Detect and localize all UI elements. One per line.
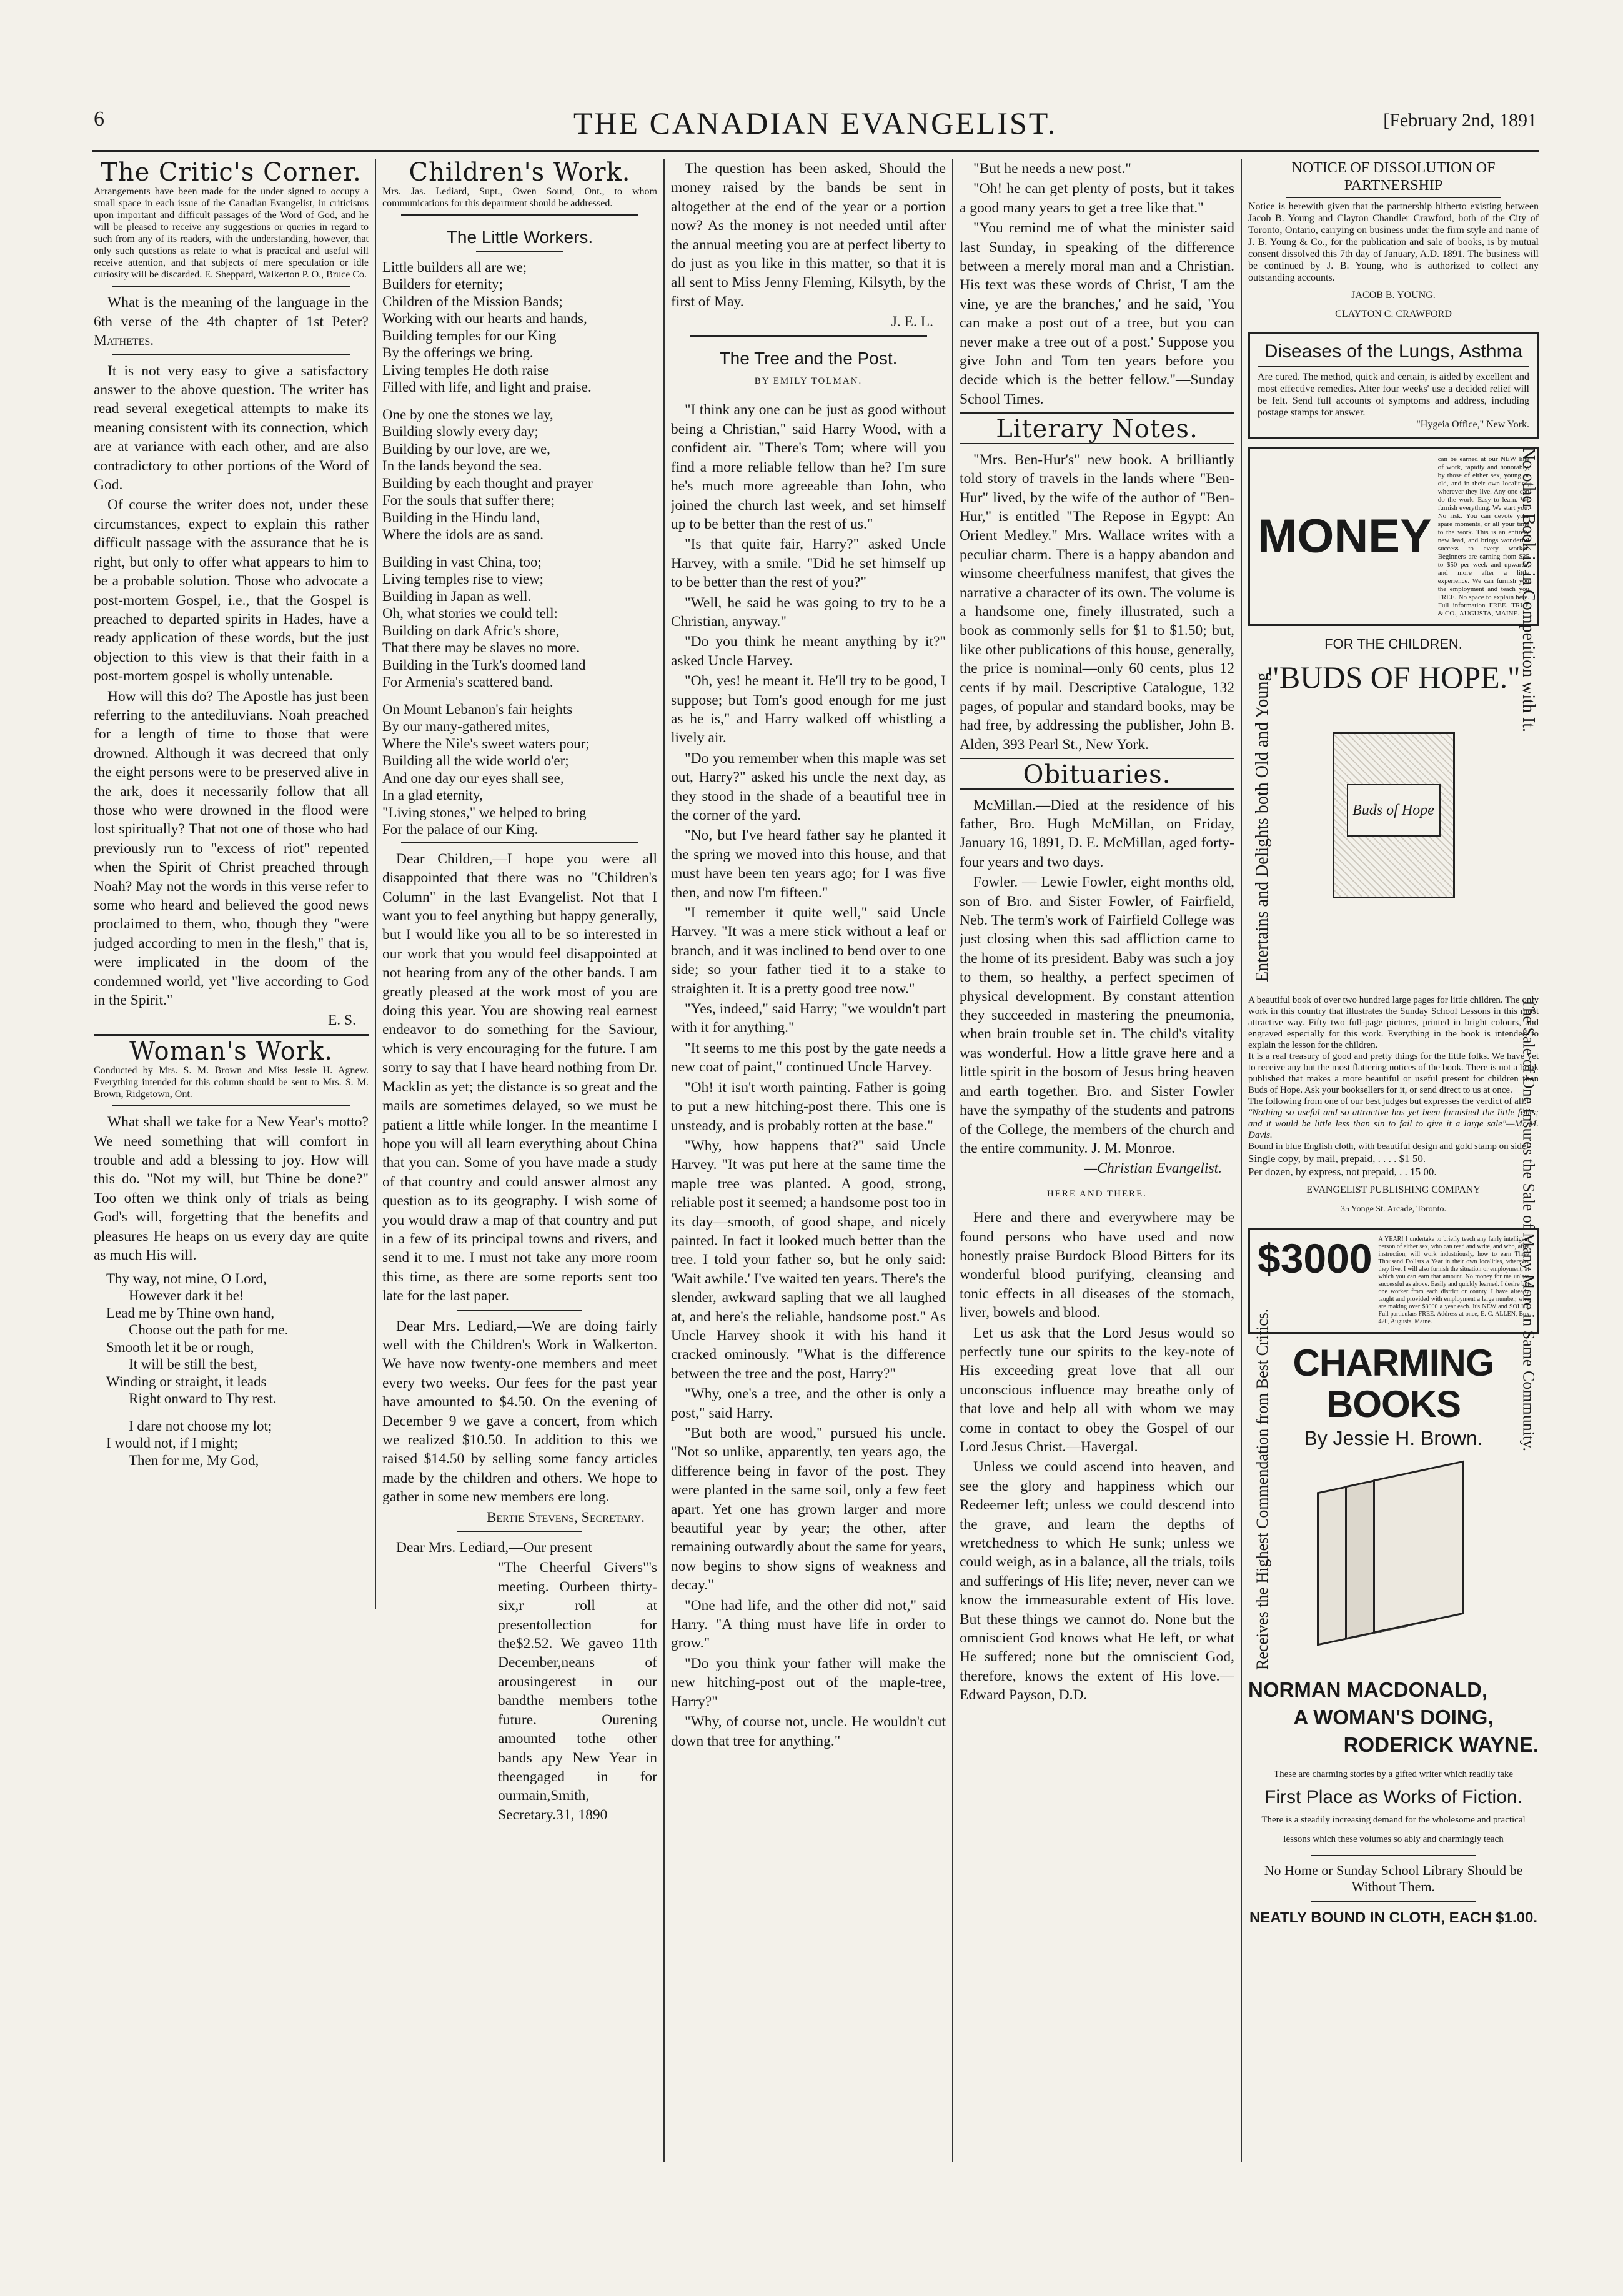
buds-publisher: EVANGELIST PUBLISHING COMPANY (1306, 1185, 1481, 1196)
buds-text-1: A beautiful book of over two hundred large pages for little children. The only work in this country that illustrates the Sunday School Lessons in this most attractive way. Fifty two full-page pictures, printed in bright colours, and engraved especially for this work. Everything in the book is intended to explain the lesson for the children. (1248, 995, 1539, 1051)
poem-line: ollection for the (498, 1616, 657, 1652)
poem-line: 31, 1890 (556, 1806, 608, 1823)
issue-date: [February 2nd, 1891 (1383, 110, 1537, 131)
poem-line: Little builders all are we; (382, 259, 527, 275)
page-header (94, 107, 1537, 145)
poem-line: o 11th December, (498, 1636, 657, 1671)
column-5-ads (1248, 159, 1539, 2162)
column-rule (375, 159, 376, 1609)
three-thousand-ad (1248, 1228, 1539, 1334)
poem-line: I would not, if I might; (106, 1435, 238, 1451)
poem-line: Working with our hearts and hands, (382, 311, 587, 327)
poem-line: Building in Japan as well. (382, 588, 532, 604)
story-continued (960, 159, 1234, 409)
paragraph: "Is that quite fair, Harry?" asked Uncle Harvey, with a smile. "Did he set himself up to be better than the rest of you?" (671, 536, 946, 591)
poem-line: By the offerings we bring. (382, 345, 534, 361)
paragraph: "Do you think your father will make the new hitching-post out of the maple-tree, Harry?" (671, 1655, 946, 1710)
charming-text-4: No Home or Sunday School Library Should be Without Them. (1264, 1862, 1523, 1895)
paragraph: "One had life, and the other did not," said Harry. "A thing must have life in order to grow." (671, 1597, 946, 1652)
story-body (671, 400, 946, 1750)
masthead: THE CANADIAN EVANGELIST. (573, 106, 1058, 141)
charming-author: By Jessie H. Brown. (1304, 1427, 1483, 1450)
buds-text-3: The following from one of our best judges but expresses the verdict of all: (1248, 1096, 1527, 1107)
story-title: The Tree and the Post. (719, 348, 898, 368)
column-4 (960, 159, 1234, 2162)
charming-text-1: These are charming stories by a gifted writer which readily take (1273, 1769, 1514, 1780)
lungs-ad-address: "Hygeia Office," New York. (1416, 419, 1529, 430)
poem-line: Winding or straight, it leads (106, 1373, 267, 1389)
buds-price-dozen: Per dozen, by express, not prepaid, . . 15 00. (1248, 1166, 1437, 1178)
stanza-break (382, 544, 657, 554)
divider (401, 214, 638, 216)
divider (1286, 197, 1501, 198)
dissolution-notice (1248, 159, 1539, 324)
woman-notice: Conducted by Mrs. S. M. Brown and Miss Jessie H. Agnew. Everything intended for this column should be sent to Mrs. S. M. Brown, Ridgetown, Ont. (94, 1065, 369, 1100)
column-1 (94, 159, 369, 1609)
poem-line: $2.52. We gave (515, 1636, 616, 1652)
poem-line: Thy way, not mine, O Lord, (106, 1270, 267, 1286)
children-notice: Mrs. Jas. Lediard, Supt., Owen Sound, Ont., to whom communications for this department should be addressed. (382, 186, 657, 209)
divider (112, 1105, 350, 1106)
poem-line: Builders for eternity; (382, 276, 503, 292)
here-there-body (960, 1208, 1234, 1705)
column-2 (382, 159, 657, 2162)
letter-walkerton: Dear Mrs. Lediard,—We are doing fairly well with the Children's Work in Walkerton. We have now twenty-one members and meet every two weeks. Our fees for the past year have amounted to $4.50. On the evening of December 9 we gave a concert, from which we realized $10.50. In addition to this we raised $14.50 by selling some fancy articles made by the children and others. We hope to gather in some new members ere long. (382, 1318, 657, 1506)
paragraph: "Well, he said he was going to try to be a Christian, anyway." (671, 594, 946, 630)
critic-notice: Arrangements have been made for the under signed to occupy a small space in each issue of the Canadian Evangelist, in criticisms upon important and difficult passages of the Word of God, and he will be pleased to receive any suggestions or queries in regard to such from any of its readers, with the understanding, however, that only such questions as relate to what is practical and useful will receive attention, and that subjects of mere speculation or idle curiosity will be discarded. E. Sheppard, Walkerton P. O., Bruce Co. (94, 186, 369, 281)
charming-text-3: There is a steadily increasing demand for the wholesome and practical lessons which these volumes so ably and charmingly teach (1261, 1815, 1526, 1844)
poem-line: py New Year in the (498, 1749, 657, 1785)
woman-poem (94, 1270, 369, 1469)
buds-label: FOR THE CHILDREN. (1324, 635, 1462, 652)
poem-line: Building all the wide world o'er; (382, 753, 569, 769)
critic-signature: E. S. (327, 1012, 356, 1029)
little-workers-poem (382, 259, 657, 838)
divider (1311, 1901, 1476, 1902)
buds-text-5: Bound in blue English cloth, with beautiful design and gold stamp on side. (1248, 1141, 1529, 1152)
poem-line: Living temples He doth raise (382, 362, 549, 378)
page-number: 6 (94, 107, 104, 131)
stanza-break (382, 691, 657, 701)
paragraph: "Do you remember when this maple was set out, Harry?" asked his uncle the next day, as they stood in the shade of a beautiful tree in the corner of the yard. (671, 750, 946, 823)
poem-line: "Living stones," we helped to bring (382, 804, 587, 820)
buds-side-left: Entertains and Delights both Old and Young (1253, 672, 1272, 983)
charming-side-right: The Sale of One Insures the Sale of Many More in Same Community. (1519, 998, 1537, 1452)
obituary-source: —Christian Evangelist. (1084, 1160, 1222, 1177)
paragraph: "I remember it quite well," said Uncle Harvey. "It was a mere stick without a leaf or branch, and it was inclined to bend over to one side; so your father tied it to a stake to straighten it. It is a pretty good tree now." (671, 905, 946, 997)
poem-line: Children of the Mission Bands; (382, 293, 563, 309)
literary-note: "Mrs. Ben-Hur's" new book. A brilliantly told story of travels in the lands where "Ben-Hur" lived, by the wife of the author of "Ben-Hur," is entitled "The Repose in Egypt: An Orient Medley." Mrs. Wallace writes with a peculiar charm. There is a happy abandon and winsome cheerfulness manifest, that gives the narrative a character of its own. The volume is a handsome one, finely illustrated, such a book as commonly sells for $1 to $1.50; but, like other publications of this house, generally, the price is nominal—only 60 cents, plus 12 cents if by mail. Descriptive Catalogue, 132 pages, of popular and standard books, may be had free, by addressing the publisher, John B. Alden, 393 Pearl St., New York. (960, 451, 1234, 753)
poem-line: For Armenia's scattered band. (382, 674, 553, 690)
buds-title: "BUDS OF HOPE." (1266, 660, 1521, 695)
divider (1311, 1855, 1476, 1856)
divider (960, 758, 1234, 759)
poem-line: the future. Our (498, 1692, 657, 1728)
book-title: A WOMAN'S DOING, (1293, 1706, 1494, 1729)
column-3 (671, 159, 946, 2162)
here-there-title: HERE AND THERE. (1046, 1188, 1148, 1199)
paragraph: "Why, of course not, uncle. He wouldn't cut down that tree for anything." (671, 1714, 946, 1749)
paragraph: "It seems to me this post by the gate needs a new coat of paint," continued Uncle Harvey. (671, 1040, 946, 1076)
divider (112, 286, 350, 287)
dissolution-sig-young: JACOB B. YOUNG. (1351, 290, 1436, 301)
paragraph: "You remind me of what the minister said last Sunday, in speaking of the difference between a merely moral man and a Christian. His text was these words of Christ, 'I am the vine, ye are the branches,' and he said, 'You can make a post out of a tree, but you can never make a tree out of a post.' Suppose you give John and Tom ten years before you decide which is the better fellow."—Sunday School Times. (960, 220, 1234, 407)
poem-line: main, (517, 1787, 551, 1804)
letter-walkerton-signature: Bertie Stevens, Secretary. (486, 1509, 645, 1526)
critic-question: What is the meaning of the language in the 6th verse of the 4th chapter of 1st Peter? Mathetes. (94, 294, 369, 349)
poem-line: Living temples rise to view; (382, 571, 544, 587)
poem-line: In the lands beyond the sea. (382, 458, 542, 474)
divider (476, 251, 563, 252)
poem-line: 's meeting. Our (498, 1559, 657, 1595)
poem-line: Smith, Secretary. (498, 1787, 590, 1823)
letter-children: Dear Children,—I hope you were all disappointed that there was no "Children's Column" in the last Evangelist. Not that I want you to feel anything but happy generally, but I would like you all to be so interested in our work that you would feel disappointed at not hearing from any of the other bands. I am greatly pleased at the work most of you are doing this year. You are showing real earnest endeavor to do something for the Saviour, which is very encouraging for the future. I am sorry to say that I have heard nothing from Dr. Macklin as yet; the distance is so great and the mails are sometimes delayed, so we must be patient a little while longer. In the meantime I hope you will all learn everything about China that you can. Some of you have made a study of that country and could answer almost any question as to its geography. I wish some of you would draw a map of that country and put in a few of its principal towns and rivers, and send it to me. I must not take any more room this time, as there are some reports sent too late for the last paper. (382, 850, 657, 1305)
poem-line: Smooth let it be or rough, (106, 1339, 254, 1355)
poem-line: Right onward to Thy rest. (129, 1391, 277, 1406)
book-title: RODERICK WAYNE. (1343, 1733, 1539, 1757)
paragraph: "I think any one can be just as good without being a Christian," said Harry Wood, with a confident air. "There's Tom; where will you find a more reliable fellow than he? I'm sure he's much more agreeable than John, who joined the church last week, and set himself up to be better than the rest of us." (671, 402, 946, 532)
three-thousand-amount: $3000 (1258, 1235, 1372, 1282)
story-byline: BY EMILY TOLMAN. (754, 376, 863, 387)
lungs-ad-title: Diseases of the Lungs, Asthma (1258, 340, 1529, 367)
poem-line: Building in vast China, too; (382, 554, 542, 570)
critic-heading: The Critic's Corner. (101, 159, 362, 187)
poem-line: Building slowly every day; (382, 424, 539, 440)
paragraph: "Oh! it isn't worth painting. Father is going to put a new hitching-post there. This one is unsteady, and is probably rotten at the base." (671, 1079, 946, 1134)
three-thousand-text: A YEAR! I undertake to briefly teach any fairly intelligent person of either sex, who can read and write, and who, after instruction, will work industriously, how to earn Three Thousand Dollars a Year in their own localities, wherever they live. I will also furnish the situation or employment, at which you can earn that amount. No money for me unless successful as above. Easily and quickly learned. I desire but one worker from each district or county. I have already taught and provided with employment a large number, who are making over $3000 a year each. It's NEW and SOLID. Full particulars FREE. Address at once, E. C. ALLEN, Box 420, Augusta, Maine. (1378, 1236, 1529, 1326)
poem-line: I dare not choose my lot; (129, 1418, 272, 1434)
divider (94, 1034, 369, 1036)
column-rule (952, 159, 953, 2162)
dissolution-sig-crawford: CLAYTON C. CRAWFORD (1335, 309, 1452, 320)
dissolution-title: NOTICE OF DISSOLUTION OF PARTNERSHIP (1291, 160, 1496, 194)
poem-line: Building in the Turk's doomed land (382, 657, 586, 673)
poem-line: Where the idols are as sand. (382, 527, 544, 543)
poem-line: Oh, what stories we could tell: (382, 605, 558, 622)
charming-book-titles (1248, 1676, 1539, 1759)
poem-line: For the palace of our King. (382, 822, 539, 838)
letter-cheerful-givers (382, 1558, 657, 1824)
poem-line: Lead me by Thine own hand, (106, 1305, 275, 1321)
divider (401, 842, 638, 843)
bands-money-note: The question has been asked, Should the money raised by the bands be sent in altogether at the end of the year or a portion now? As the money is not needed until after the annual meeting you are at perfect liberty to do just as you like in this matter, so that it is all sent to Miss Jenny Fleming, Kilsyth, by the first of May. (671, 161, 946, 310)
poem-line: Filled with life, and light and praise. (382, 379, 592, 395)
stanza-break (382, 396, 657, 406)
paragraph: "But he needs a new post." (973, 161, 1131, 177)
paragraph: Of course the writer does not, under these circumstances, expect to explain this rather difficult passage with the assurance that he is right, but only to offer what appears to him to be a probable solution. Those who advocate a post-mortem Gospel, i.e., that the Gospel is preached to departed spirits in Hades, have a ready application of these words, but the just objection to this view is that their faith in a post-mortem gospel is wholly untenable. (94, 497, 369, 685)
poem-line: ening amounted to (498, 1711, 657, 1747)
book-title: NORMAN MACDONALD, (1248, 1678, 1488, 1702)
column-rule (663, 159, 665, 2162)
poem-line: been thirty-six, (498, 1578, 657, 1614)
lungs-ad (1248, 332, 1539, 439)
poem-line: the other bands a (498, 1731, 657, 1766)
letter-cheerful-givers-intro: Dear Mrs. Lediard,—Our present (396, 1539, 592, 1556)
poem-line: neans of arousing (498, 1654, 657, 1690)
buds-side-right: No other Book is in Competition with It. (1519, 447, 1538, 733)
poem-line: By our many-gathered mites, (382, 718, 550, 735)
lungs-ad-text: Are cured. The method, quick and certain, is aided by excellent and most effective remedies. After four weeks' use a decided relief will be felt. Send full accounts of symptoms and address, including postage stamps for answer. (1258, 371, 1529, 418)
paragraph: "Why, how happens that?" said Uncle Harvey. "It was put here at the same time the maple tree was planted. A good, strong, reliable post it seemed; a handsome post too in its day—smooth, of good shape, and nicely painted. In fact it looked much better than the tree. I told your father so, but he only said: 'Wait awhile.' I've waited ten years. There's the slender, awkward sapling that we all laughed at, and here's the reliable, handsome post." As Uncle Harvey shook it with his hand it cracked ominously. "What is the difference between the tree and the post, Harry?" (671, 1137, 946, 1382)
poem-line: In a glad eternity, (382, 787, 483, 803)
poem-line: "The Cheerful Givers" (498, 1559, 649, 1576)
poem-line: Building in the Hindu land, (382, 509, 540, 525)
column-rule (1241, 159, 1242, 2162)
poem-line: Building by our love, are we, (382, 440, 550, 457)
paragraph: "But both are wood," pursued his uncle. "Not so unlike, apparently, ten years ago, the difference being in favor of the post. They were planted in the same soil, only a few feet apart. Yet one has grown larger and more beautiful year by year; the other, after remaining outwardly about the same for years, now begins to show signs of weakness and decay." (671, 1425, 946, 1594)
poem-line: On Mount Lebanon's fair heights (382, 701, 573, 717)
paragraph: "Oh, yes! he meant it. He'll try to be good, I suppose; but Tom's good enough for me just as he is," and Harry walked off whistling a lively air. (671, 673, 946, 747)
obituary-fowler: Fowler. — Lewie Fowler, eight months old, son of Bro. and Sister Fowler, of Fairfield, Neb. The term's work of Fairfield College was just closing when this sad affliction came to the home of its president. Baby was such a joy to them, so healthy, a perfect specimen of physical development. By constant attention they succeeded in mastering the pneumonia, when brain trouble set in. The child's vitality was wonderful. How a little grave here and a little spirit in the bosom of Jesus bring heaven and earth together. Bro. and Sister Fowler have the sympathy of the students and patrons of the College, the members of the church and the entire community. J. M. Monroe. (960, 874, 1234, 1156)
poem-line: However dark it be! (129, 1288, 244, 1303)
paragraph: Let us ask that the Lord Jesus would so perfectly tune our spirits to the key-note of His exceeding great love that all our unconscious influence may breathe only of that love and help all with whom we may come in contact to obey the Gospel of our Lord Jesus Christ.—Havergal. (960, 1324, 1234, 1455)
buds-book-icon (1333, 732, 1455, 898)
money-ad (1248, 447, 1539, 626)
literary-heading: Literary Notes. (996, 415, 1198, 444)
paragraph: "No, but I've heard father say he planted it the spring we moved into this house, and that must have been ten years ago; for I was five then, and now I'm fifteen." (671, 827, 946, 901)
poem-line: Building on dark Afric's shore, (382, 622, 560, 639)
buds-text-2: It is a real treasury of good and pretty things for the little folks. We have yet to receive any but the most flattering notices of the book. There is not a book published that makes a more beautiful or useful present for children than Buds of Hope. Ask your booksellers for it, or send direct to us at once. (1248, 1051, 1539, 1096)
bands-money-signature: J. E. L. (891, 314, 933, 330)
divider (960, 412, 1234, 414)
buds-price-single: Single copy, by mail, prepaid, . . . . $1 50. (1248, 1153, 1426, 1165)
poem-line: For the souls that suffer there; (382, 492, 555, 509)
paragraph: "Oh! he can get plenty of posts, but it takes a good many years to get a tree like that." (960, 181, 1234, 216)
paragraph: Here and there and everywhere may be found persons who have used and now honestly praise Burdock Blood Bitters for its wonderful blood purifying, cleansing and tonic effects in all diseases of the stomach, liver, bowels and blood. (960, 1210, 1234, 1321)
poem-line: And one day our eyes shall see, (382, 770, 564, 786)
charming-text-2: First Place as Works of Fiction. (1264, 1786, 1522, 1807)
divider (457, 1531, 582, 1532)
paragraph: How will this do? The Apostle has just been referring to the antediluvians. Noah preached for a length of time to those that were drowned. Although it was decreed that only the eight persons were to be preserved alive in the ark, does it necessarily follow that all those who were drowned in the flood were lost spiritually? That not one of those who had previously run to "excess of riot" repented when the Spirit of Christ preached through Noah? May not the words in this verse refer to some who heard and believed the good news proclaimed to them, who, though they "were judged according to men in the flesh," that is, were implicated in the doom of the condemned world, yet "live according to God in the Spirit." (94, 688, 369, 1009)
poem-line: Building temples for our King (382, 327, 557, 344)
paragraph: It is not very easy to give a satisfactory answer to the above question. The writer has read several exegetical attempts to make its meaning consistent with its connection, which are at variance with each other, and are also contradictory to other portions of the Word of God. (94, 362, 369, 494)
critic-body (94, 362, 369, 1010)
buds-address: 35 Yonge St. Arcade, Toronto. (1340, 1204, 1447, 1214)
poem-line: One by one the stones we lay, (382, 406, 553, 422)
paragraph: "Yes, indeed," said Harry; "we wouldn't part with it for anything." (671, 1001, 946, 1036)
poem-line: Choose out the path for me. (129, 1322, 289, 1338)
poem-line: Where the Nile's sweet waters pour; (382, 735, 590, 752)
poem-line: It will be still the best, (129, 1356, 257, 1372)
obituaries-heading: Obituaries. (1023, 760, 1171, 790)
divider (690, 335, 927, 337)
divider (112, 354, 350, 355)
buds-book-label: Buds of Hope (1347, 784, 1441, 837)
poem-line: r roll at present (498, 1598, 657, 1633)
money-ad-word: MONEY (1258, 509, 1432, 563)
divider (457, 1310, 582, 1311)
poem-line: Then for me, My God, (129, 1452, 259, 1468)
charming-title: CHARMING BOOKS (1293, 1342, 1494, 1426)
poem-line: engaged in for our (498, 1768, 657, 1804)
dissolution-text: Notice is herewith given that the partnership hitherto existing between Jacob B. Young and Clayton Chandler Crawford, both of the City of Toronto, Ontario, carrying on business under the firm style and name of J. B. Young & Co., for the publication and sale of books, is by mutual consent dissolved this 7th day of January, A.D. 1891. The business will be continued by J. B. Young, who is authorized to collect any outstanding accounts. (1248, 201, 1539, 283)
books-stack-icon (1317, 1470, 1461, 1645)
paragraph: "Why, one's a tree, and the other is only a post," said Harry. (671, 1386, 946, 1421)
children-heading: Children's Work. (409, 159, 631, 187)
poem-line: erest in our band (498, 1673, 657, 1709)
stanza-break (106, 1408, 369, 1418)
poem-line: Building by each thought and prayer (382, 475, 593, 491)
poem-line: That there may be slaves no more. (382, 640, 580, 656)
money-ad-text: can be earned at our NEW line of work, rapidly and honorably, by those of either sex, young or old, and in their own localities, wherever they live. Any one can do the work. Easy to learn. We furnish everything. We start you. No risk. You can devote your spare moments, or all your time to the work. This is an entirely new lead, and brings wonderful success to every worker. Beginners are earning from $25 to $50 per week and upwards, and more after a little experience. We can furnish you the employment and teach you FREE. No space to explain here. Full information FREE. TRUE & CO., AUGUSTA, MAINE. (1437, 455, 1529, 617)
paragraph: Unless we could ascend into heaven, and see the glory and happiness which our Redeemer left; unless we could descend into the grave, and learn the depths of wretchedness to which He sunk; unless we could weigh, as in a balance, all the trials, toils and sufferings of His life; never, never can we know the immeasurable extent of His love. But these things we cannot do. None but the omniscient God knows what He left, or what He suffered; none but the omniscient God, therefore, knows the extent of His love.—Edward Payson, D.D. (960, 1459, 1234, 1704)
charming-side-left: Receives the Highest Commendation from Best Critics. (1253, 1309, 1271, 1671)
poem-line: the members to (526, 1692, 640, 1709)
buds-text-4: "Nothing so useful and so attractive has yet been furnished the little folks; and it would be little less than sin to fail to give it a large sale"—M. M. Davis. (1248, 1108, 1539, 1141)
paragraph: "Do you think he meant anything by it?" asked Uncle Harvey. (671, 634, 946, 669)
woman-paragraph: What shall we take for a New Year's motto? We need something that will comfort in trouble and add a blessing to joy. How will this do. "Not my will, but Thine be done?" Too often we think only of trials as being God's will, forgetting that the benefits and pleasures He heaps on us every day are quite as much His will. (94, 1114, 369, 1264)
header-rule (92, 150, 1539, 152)
charming-text-5: NEATLY BOUND IN CLOTH, EACH $1.00. (1249, 1909, 1537, 1927)
obituary-mcmillan: McMillan.—Died at the residence of his father, Bro. Hugh McMillan, on Friday, January 16, 1891, D. E. McMillan, aged forty-four years and two days. (960, 797, 1234, 870)
little-workers-title: The Little Workers. (446, 227, 593, 247)
woman-heading: Woman's Work. (129, 1036, 333, 1066)
